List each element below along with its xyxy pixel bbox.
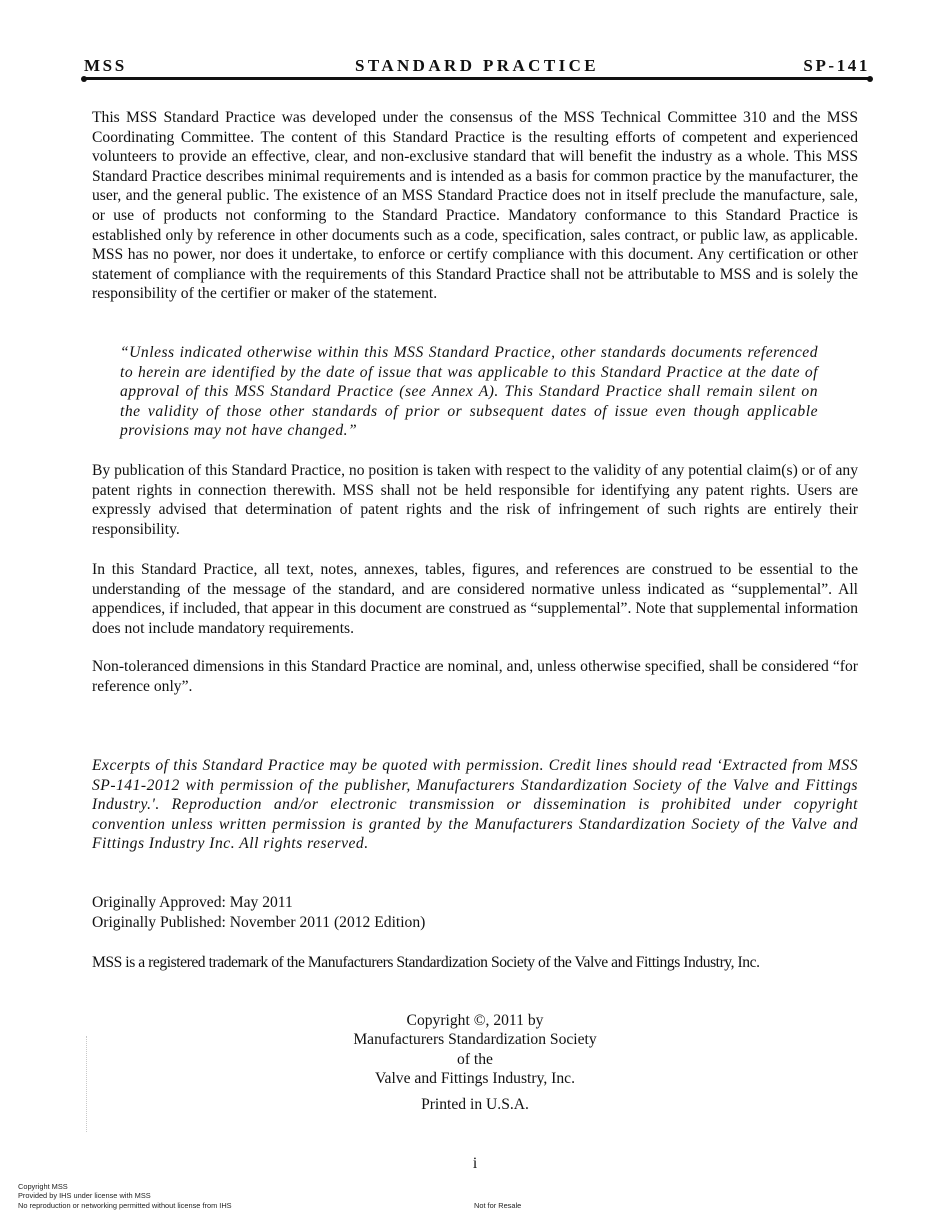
intro-paragraph: This MSS Standard Practice was developed under the consensus of the MSS Technical Committee 310 and the MSS Coordinating Committee. The content of this Standard Practice is the resulting efforts of competent and experienced volunteers to provide an effective, clear, and non-exclusive standard that will benefit the industry as a whole. This MSS Standard Practice describes minimal requirements and is intended as a basis for common practice by the manufacturer, the user, and the general public. The existence of an MSS Standard Practice does not in itself preclude the manufacture, sale, or use of products not conforming to the Standard Practice. Mandatory conformance to this Standard Practice is established only by reference in other documents such as a code, specification, sales contract, or public law, as applicable. MSS has no power, nor does it undertake, to enforce or certify compliance with this document. Any certification or other statement of compliance with the requirements of this Standard Practice shall not be attributable to MSS and is solely the responsibility of the certifier or maker of the statement. <box>92 109 858 303</box>
dated-references-quote: “Unless indicated otherwise within this MSS Standard Practice, other standards documents referenced to herein are identified by the date of issue that was applicable to this Standard Practice at the date of approval of this MSS Standard Practice (see Annex A). This Standard Practice shall remain silent on the validity of those other standards of prior or subsequent dates of issue even though applicable provisions may not have changed.” <box>120 344 818 440</box>
footer-provider: Provided by IHS under license with MSS <box>18 1191 151 1201</box>
copyright-industry: Valve and Fittings Industry, Inc. <box>375 1070 575 1088</box>
header-org: MSS <box>84 56 127 75</box>
copyright-line: Copyright ©, 2011 by <box>406 1012 544 1029</box>
copyright-org: Manufacturers Standardization Society <box>353 1031 597 1049</box>
footer-copyright: Copyright MSS <box>18 1182 68 1191</box>
approved-date: Originally Approved: May 2011 <box>92 894 293 911</box>
header-title: STANDARD PRACTICE <box>354 56 600 75</box>
rule-end-dot <box>867 76 873 82</box>
copyright-of-the: of the <box>457 1050 493 1068</box>
margin-marks <box>86 1036 89 1132</box>
header-rule <box>84 77 870 80</box>
header-doc-number: SP-141 <box>803 56 870 75</box>
license-footer <box>18 1182 232 1210</box>
normative-paragraph: In this Standard Practice, all text, notes, annexes, tables, figures, and references are construed to be essential to the understanding of the message of the standard, and are considered normative unless indicated as “supplemental”. All appendices, if included, that appear in this document are construed as “supplemental”. Note that supplemental information does not include mandatory requirements. <box>92 561 858 637</box>
patent-paragraph: By publication of this Standard Practice, no position is taken with respect to the validity of any potential claim(s) or of any patent rights in connection therewith. MSS shall not be held responsible for identifying any patent rights. Users are expressly advised that determination of patent rights and the risk of infringement of such rights are entirely their responsibility. <box>92 462 858 538</box>
dimensions-paragraph: Non-toleranced dimensions in this Standard Practice are nominal, and, unless otherwise specified, shall be considered “for reference only”. <box>92 658 858 695</box>
excerpts-paragraph: Excerpts of this Standard Practice may be quoted with permission. Credit lines should read ‘Extracted from MSS SP-141-2012 with permission of the publisher, Manufacturers Standardization Society of the Valve and Fittings Industry.'. Reproduction and/or electronic transmission or dissemination is prohibited under copyright convention unless written permission is granted by the Manufacturers Standardization Society of the Valve and Fittings Industry Inc. All rights reserved. <box>92 757 858 853</box>
page-number: i <box>472 1155 478 1172</box>
footer-no-reproduction: No reproduction or networking permitted without license from IHS <box>18 1200 232 1210</box>
printed-location: Printed in U.S.A. <box>421 1095 529 1113</box>
rule-end-dot <box>81 76 87 82</box>
copyright-block <box>300 1011 650 1114</box>
trademark-notice: MSS is a registered trademark of the Manufacturers Standardization Society of the Valve and Fittings Industry, Inc. <box>92 954 760 971</box>
footer-not-for-resale: Not for Resale <box>474 1201 522 1210</box>
published-date: Originally Published: November 2011 (2012 Edition) <box>92 914 426 931</box>
